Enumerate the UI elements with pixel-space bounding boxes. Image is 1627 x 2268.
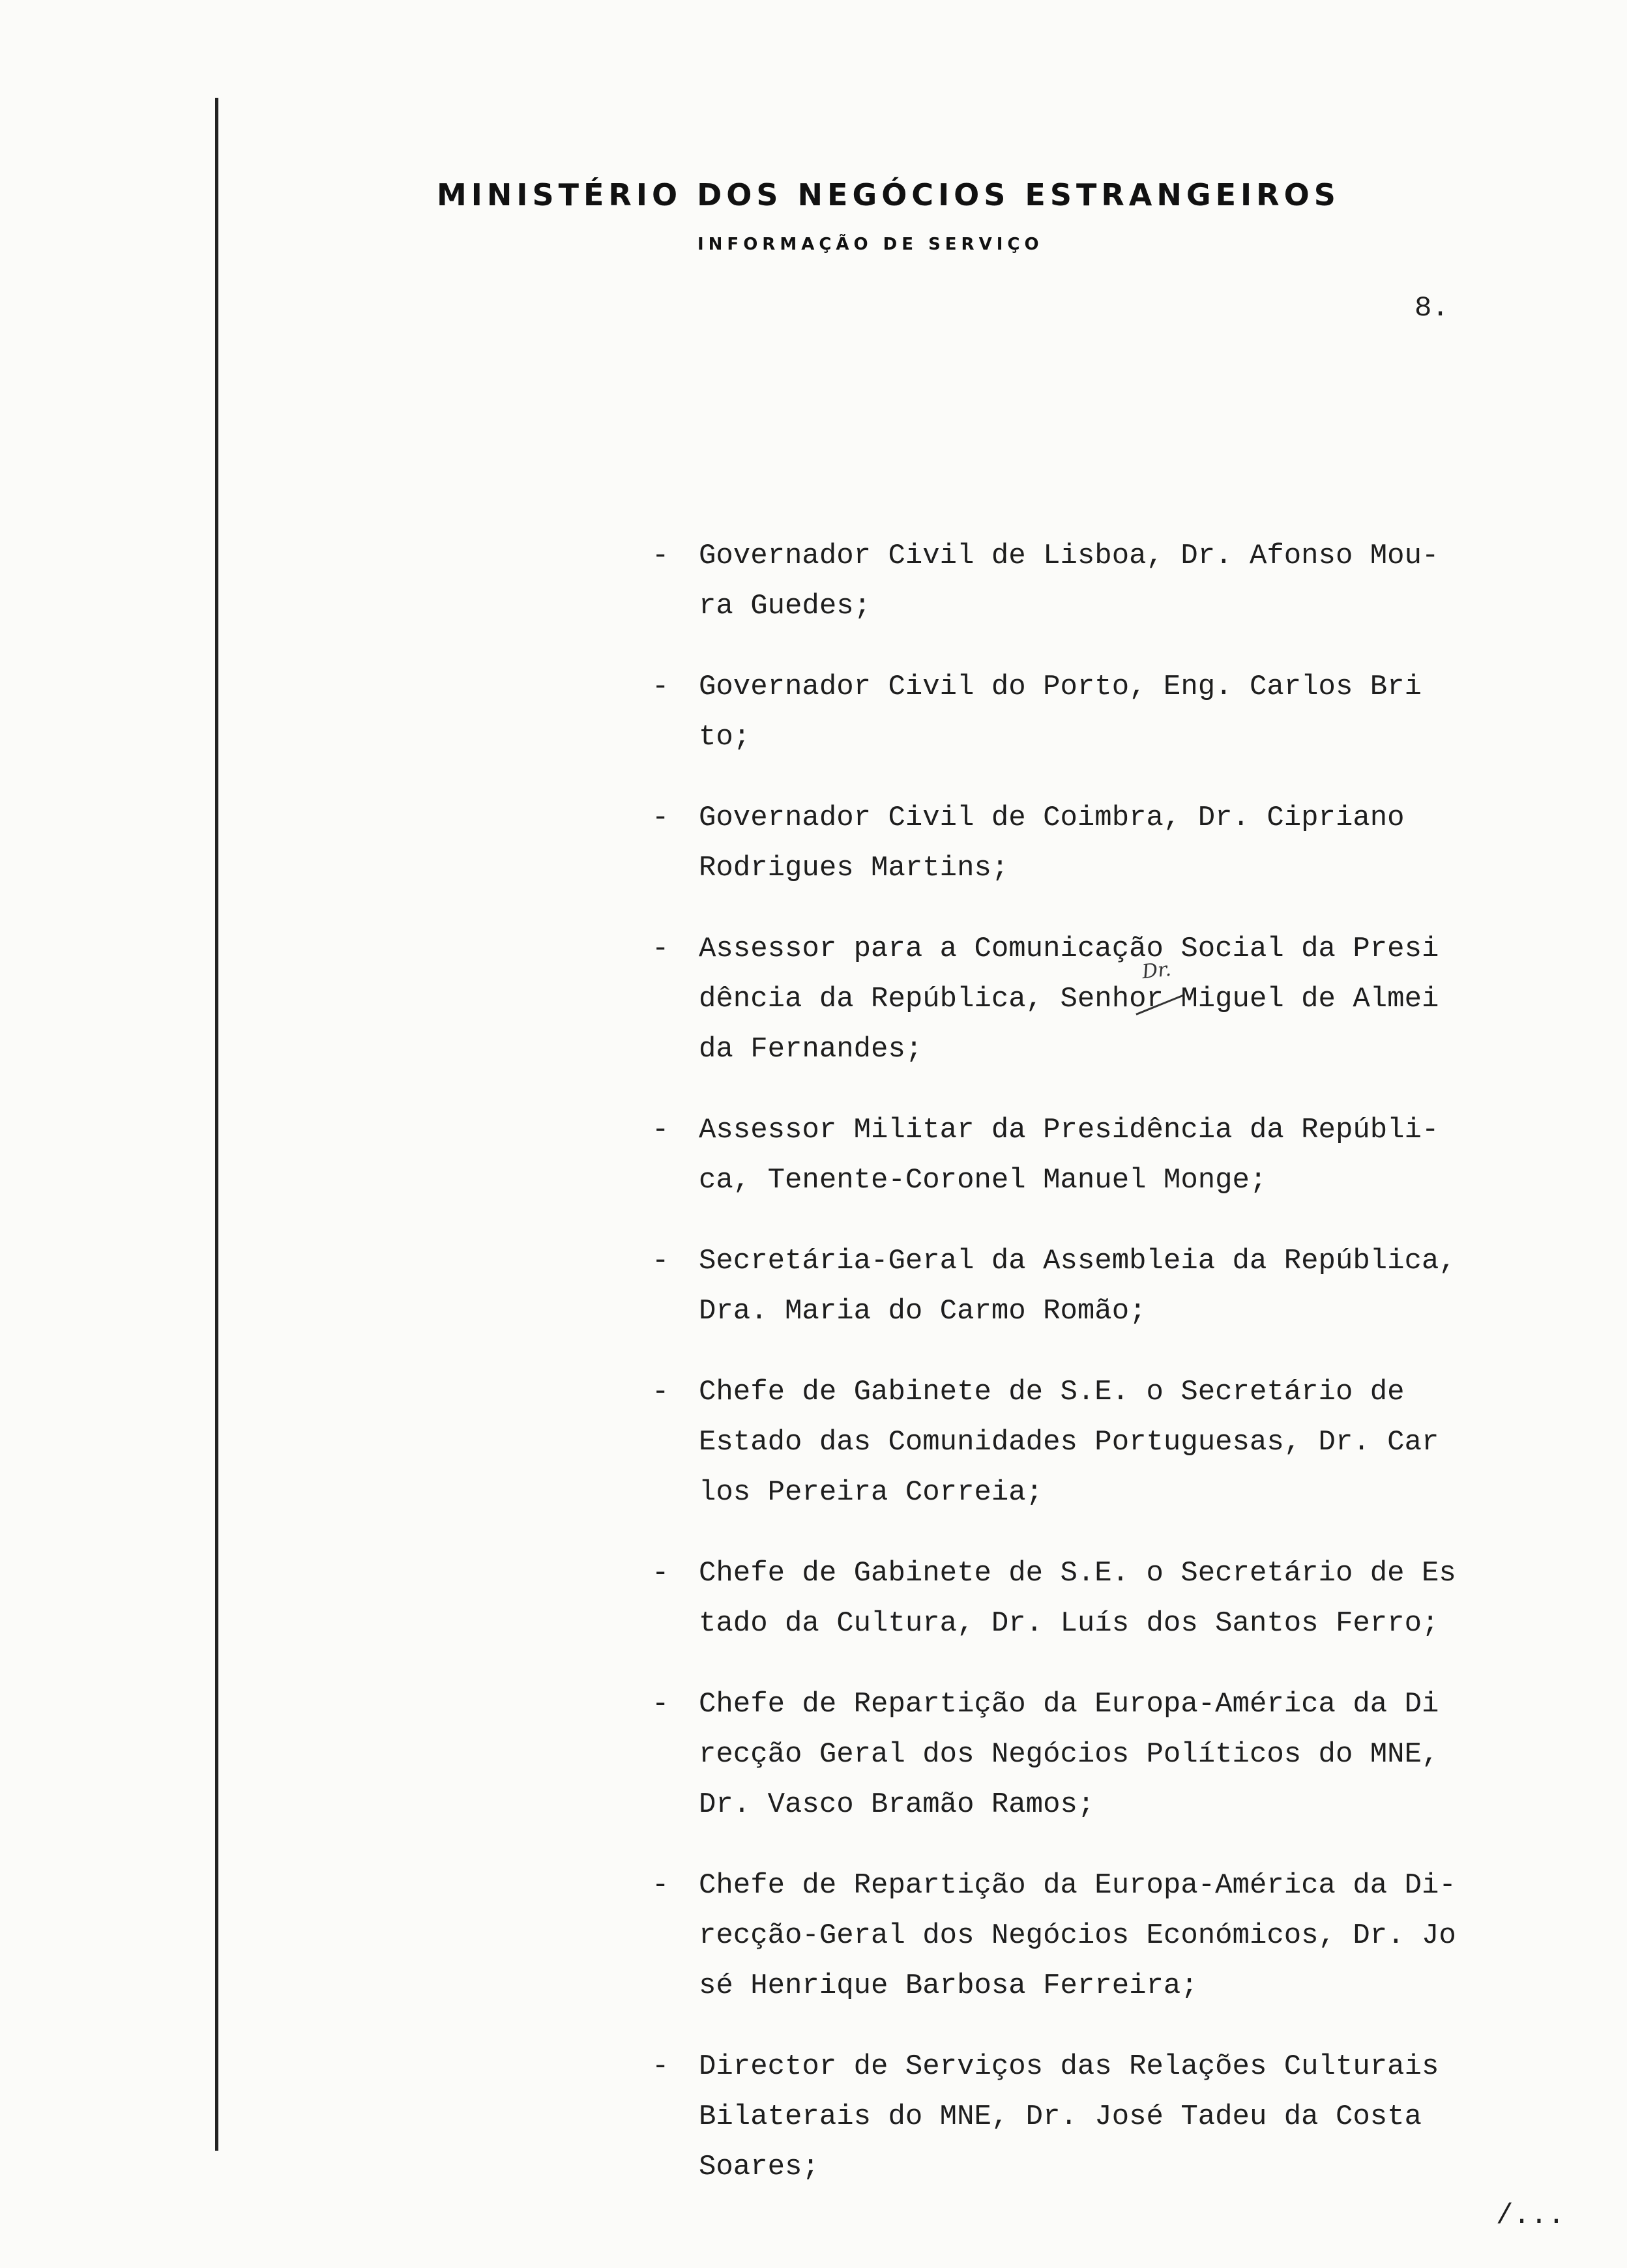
entry-text: Governador Civil de Coimbra, Dr. Cipriano Rodrigues Martins; — [699, 802, 1405, 884]
list-item — [652, 1105, 1577, 1206]
entry-text: Chefe de Gabinete de S.E. o Secretário de Es tado da Cultura, Dr. Luís dos Santos Ferro; — [699, 1557, 1456, 1640]
entry-text: Governador Civil de Lisboa, Dr. Afonso Mou- ra Guedes; — [699, 540, 1439, 622]
entry-text: Governador Civil do Porto, Eng. Carlos Bri to; — [699, 671, 1422, 753]
margin-line — [215, 98, 218, 2151]
list-item — [652, 531, 1577, 632]
continuation-mark: /... — [1496, 2200, 1565, 2232]
entry-text: Director de Serviços das Relações Culturais Bilaterais do MNE, Dr. José Tadeu da Costa Soares; — [699, 2050, 1439, 2183]
list-item — [652, 1861, 1577, 2011]
entry-text: Chefe de Repartição da Europa-América da Di recção Geral dos Negócios Políticos do MNE, Dr. Vasco Bramão Ramos; — [699, 1688, 1439, 1821]
entry-text: Chefe de Repartição da Europa-América da Di- recção-Geral dos Negócios Económicos, Dr. Jo sé Henrique Barbosa Ferreira; — [699, 1869, 1456, 2002]
list-item — [652, 1548, 1577, 1649]
list-item — [652, 2042, 1577, 2192]
entry-dash: - — [652, 933, 669, 965]
entry-dash: - — [652, 1245, 669, 1277]
entry-text: Chefe de Gabinete de S.E. o Secretário de Estado das Comunidades Portuguesas, Dr. Car los Pereira Correia; — [699, 1376, 1439, 1509]
entry-text: Secretária-Geral da Assembleia da República, Dra. Maria do Carmo Romão; — [699, 1245, 1456, 1328]
entry-dash: - — [652, 2050, 669, 2083]
page-number: 8. — [1414, 292, 1449, 325]
list-item — [652, 793, 1577, 894]
entry-dash: - — [652, 1376, 669, 1408]
entry-dash: - — [652, 802, 669, 834]
entry-dash: - — [652, 540, 669, 572]
entry-dash: - — [652, 1557, 669, 1590]
service-subtitle: INFORMAÇÃO DE SERVIÇO — [697, 235, 1044, 254]
attendee-list — [652, 531, 1577, 2192]
list-item — [652, 662, 1577, 763]
entry-dash: - — [652, 1114, 669, 1146]
list-item — [652, 924, 1577, 1075]
handwritten-annotation: Dr. — [1141, 957, 1173, 984]
list-item — [652, 1679, 1577, 1830]
entry-text: Assessor para a Comunicação Social da Presi dência da República, Senhor Miguel de Almei da Fernandes; — [699, 933, 1439, 1066]
entry-dash: - — [652, 1869, 669, 1902]
letterhead — [437, 177, 1340, 254]
list-item — [652, 1367, 1577, 1518]
entry-dash: - — [652, 1688, 669, 1721]
entry-dash: - — [652, 671, 669, 703]
ministry-title: MINISTÉRIO DOS NEGÓCIOS ESTRANGEIROS — [437, 177, 1340, 212]
entry-text: Assessor Militar da Presidência da Repúbli- ca, Tenente-Coronel Manuel Monge; — [699, 1114, 1439, 1197]
list-item — [652, 1236, 1577, 1337]
